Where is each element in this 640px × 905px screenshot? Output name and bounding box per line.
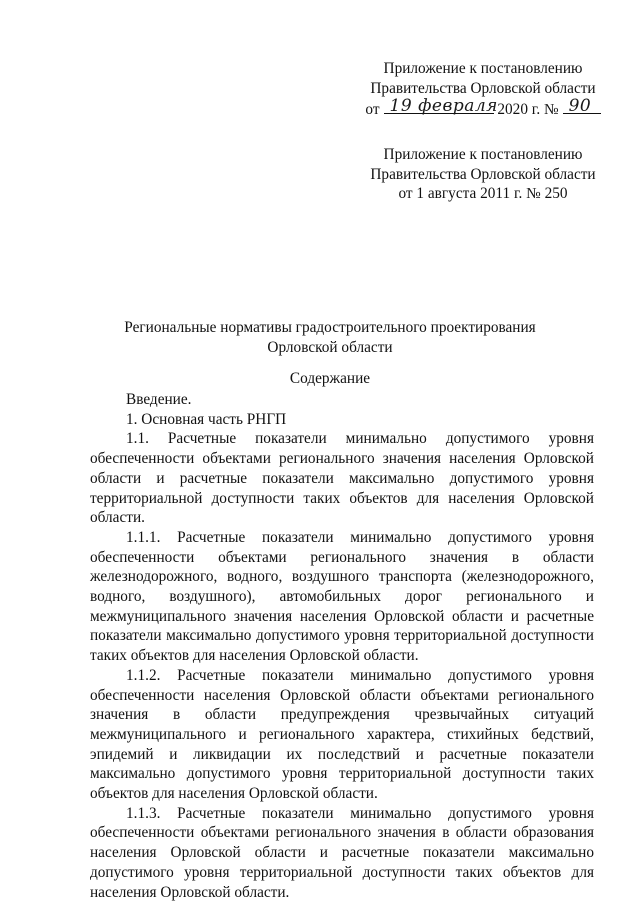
title-line-1: Региональные нормативы градостроительного проектирования	[124, 319, 536, 336]
document-title	[90, 318, 570, 357]
stamp-date-suffix: 2020 г. №	[497, 101, 559, 118]
contents-paragraph: 1.1.2. Расчетные показатели минимально допустимого уровня обеспеченности населения Орловской области объектами регионального значения в области предупреждения чрезвычайных ситуаций межмуниципального и регионального характера, стихийных бедствий, эпидемий и ликвидации их последствий и расчетные показатели максимально допустимого уровня территориальной доступности таких объектов для населения Орловской области.	[90, 666, 594, 803]
stamp-date-line	[365, 95, 600, 120]
contents-paragraph: 1.1.3. Расчетные показатели минимально допустимого уровня обеспеченности объектами регионального значения в области образования населения Орловской области и расчетные показатели максимально допустимого уровня территориальной доступности таких объектов для населения Орловской области.	[90, 804, 594, 901]
contents-paragraph: 1.1.1. Расчетные показатели минимально допустимого уровня обеспеченности объектами регионального значения в области железнодорожного, водного, воздушного транспорта (железнодорожного, водного, воздушного), автомобильных дорог регионального и межмуниципального значения населения Орловской области и расчетные показатели максимально допустимого уровня территориальной доступности таких объектов для населения Орловской области.	[90, 528, 594, 665]
date-blank	[384, 95, 498, 116]
stamp-line-government: Правительства Орловской области	[370, 165, 596, 183]
title-line-2: Орловской области	[267, 338, 393, 356]
contents-item-main-part: 1. Основная часть РНГП	[126, 410, 287, 428]
number-blank	[563, 95, 601, 116]
handwritten-date: 19 февраля	[389, 95, 498, 116]
stamp-line-date: от 1 августа 2011 г. № 250	[398, 185, 568, 202]
contents-item-intro: Введение.	[126, 391, 192, 408]
stamp-line-appendix: Приложение к постановлению	[383, 146, 583, 163]
approval-stamp-2020	[352, 59, 614, 120]
approval-stamp-2011	[352, 145, 614, 204]
handwritten-number: 90	[568, 95, 592, 116]
contents-heading: Содержание	[289, 370, 371, 387]
stamp-line-government: Правительства Орловской области	[370, 79, 596, 97]
contents-body	[90, 390, 594, 902]
contents-paragraph: 1.1. Расчетные показатели минимально допустимого уровня обеспеченности объектами регионального значения населения Орловской области и расчетные показатели максимально допустимого уровня территориальной доступности таких объектов для населения Орловской области.	[90, 430, 594, 527]
stamp-date-prefix: от	[365, 101, 380, 118]
stamp-line-appendix: Приложение к постановлению	[383, 60, 583, 77]
